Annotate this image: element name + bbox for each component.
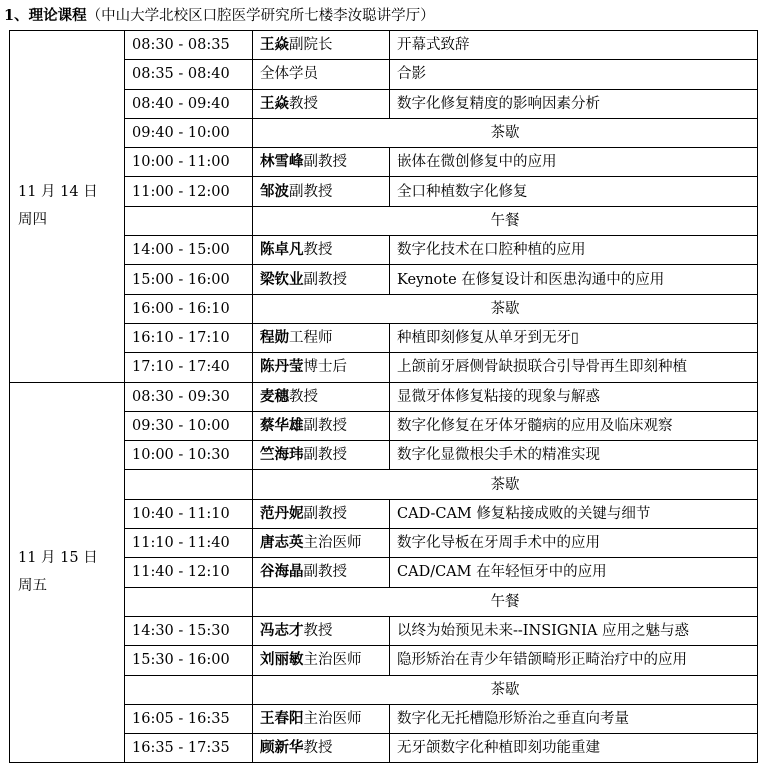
break-cell: 午餐 [253,206,758,235]
speaker-name: 梁钦业 [260,270,304,288]
speaker-name: 程勋 [260,329,289,347]
speaker-title: 教授 [289,388,318,405]
speaker-cell [253,60,390,89]
day-date: 11 月 15 日 [18,550,98,567]
day-cell [10,31,125,383]
time-cell [125,675,253,704]
speaker-name: 范丹妮 [260,504,304,522]
topic-cell: 合影 [390,60,758,89]
speaker-cell [253,734,390,763]
time-cell: 11:00 - 12:00 [125,177,253,206]
topic-cell: 数字化导板在牙周手术中的应用 [390,529,758,558]
topic-cell: 种植即刻修复从单牙到无牙▯ [390,323,758,352]
speaker-cell [253,704,390,733]
speaker-title: 副教授 [303,447,347,464]
speaker-cell [253,177,390,206]
speaker-name: 竺海玮 [260,446,304,464]
time-cell: 10:00 - 11:00 [125,148,253,177]
time-cell: 08:35 - 08:40 [125,60,253,89]
heading-title: 理论课程 [28,7,87,24]
time-cell: 10:00 - 10:30 [125,441,253,470]
speaker-title: 教授 [289,95,318,112]
speaker-cell [253,323,390,352]
speaker-title: 副教授 [303,564,347,581]
speaker-title: 教授 [303,740,333,757]
time-cell: 14:00 - 15:00 [125,236,253,265]
break-cell: 午餐 [253,587,758,616]
time-cell: 08:40 - 09:40 [125,89,253,118]
speaker-name: 陈丹莹 [260,358,304,376]
speaker-name: 陈卓凡 [260,241,304,259]
speaker-title: 副教授 [303,418,347,434]
schedule-body [10,31,758,763]
speaker-title: 全体学员 [260,66,318,83]
time-cell [125,470,253,499]
speaker-cell [253,558,390,587]
speaker-name: 冯志才 [260,622,304,640]
time-cell: 09:40 - 10:00 [125,118,253,147]
time-cell: 17:10 - 17:40 [125,353,253,382]
time-cell: 16:05 - 16:35 [125,704,253,733]
speaker-name: 刘丽敏 [260,651,304,669]
speaker-name: 林雪峰 [260,153,304,171]
section-heading [4,3,435,29]
speaker-cell [253,646,390,675]
time-cell: 14:30 - 15:30 [125,616,253,645]
topic-cell: CAD-CAM 修复粘接成败的关键与细节 [390,499,758,528]
schedule-row [10,382,758,411]
speaker-cell [253,353,390,382]
topic-cell: 以终为始预见未来--INSIGNIA 应用之魅与惑 [390,616,758,645]
topic-cell: 显微牙体修复粘接的现象与解惑 [390,382,758,411]
topic-cell: 隐形矫治在青少年错颌畸形正畸治疗中的应用 [390,646,758,675]
speaker-title: 主治医师 [303,535,362,552]
time-cell: 08:30 - 08:35 [125,31,253,60]
heading-location: （中山大学北校区口腔医学研究所七楼李汝聪讲学厅） [86,8,435,24]
speaker-name: 麦穗 [260,387,289,405]
speaker-cell [253,265,390,294]
day-date: 11 月 14 日 [18,184,98,201]
speaker-title: 工程师 [289,330,333,347]
speaker-cell [253,499,390,528]
topic-cell: 上颌前牙唇侧骨缺损联合引导骨再生即刻种植 [390,353,758,382]
time-cell: 16:00 - 16:10 [125,294,253,323]
topic-cell: 无牙颌数字化种植即刻功能重建 [390,734,758,763]
time-cell: 15:00 - 16:00 [125,265,253,294]
topic-cell: 数字化显微根尖手术的精准实现 [390,441,758,470]
time-cell: 16:10 - 17:10 [125,323,253,352]
time-cell: 10:40 - 11:10 [125,499,253,528]
speaker-title: 主治医师 [303,652,362,669]
speaker-cell [253,31,390,60]
speaker-title: 副教授 [303,154,347,171]
speaker-title: 教授 [303,623,333,640]
speaker-title: 副教授 [303,271,347,288]
speaker-cell [253,411,390,440]
time-cell: 11:40 - 12:10 [125,558,253,587]
day-weekday: 周四 [18,212,47,229]
speaker-cell [253,148,390,177]
speaker-name: 邹波 [260,182,289,200]
topic-cell: 数字化修复在牙体牙髓病的应用及临床观察 [390,411,758,440]
time-cell: 16:35 - 17:35 [125,734,253,763]
topic-cell: 数字化修复精度的影响因素分析 [390,89,758,118]
speaker-title: 副院长 [289,37,333,54]
speaker-name: 谷海晶 [260,563,304,581]
speaker-title: 教授 [303,242,333,259]
time-cell: 15:30 - 16:00 [125,646,253,675]
speaker-name: 蔡华雄 [260,417,304,434]
topic-cell: 数字化无托槽隐形矫治之垂直向考量 [390,704,758,733]
speaker-name: 王焱 [260,36,289,54]
topic-cell: 嵌体在微创修复中的应用 [390,148,758,177]
day-cell [10,382,125,763]
topic-cell: Keynote 在修复设计和医患沟通中的应用 [390,265,758,294]
time-cell: 08:30 - 09:30 [125,382,253,411]
schedule-table [9,30,758,763]
speaker-name: 王春阳 [260,709,304,727]
break-cell: 茶歇 [253,294,758,323]
break-cell: 茶歇 [253,675,758,704]
speaker-name: 唐志英 [260,534,304,552]
speaker-name: 王焱 [260,94,289,112]
topic-cell: CAD/CAM 在年轻恒牙中的应用 [390,558,758,587]
speaker-cell [253,441,390,470]
topic-cell: 开幕式致辞 [390,31,758,60]
speaker-cell [253,89,390,118]
topic-cell: 全口种植数字化修复 [390,177,758,206]
time-cell [125,587,253,616]
time-cell: 11:10 - 11:40 [125,529,253,558]
speaker-title: 副教授 [303,505,347,522]
break-cell: 茶歇 [253,470,758,499]
speaker-cell [253,616,390,645]
time-cell [125,206,253,235]
heading-number: 1、 [4,7,29,24]
speaker-title: 主治医师 [303,710,362,727]
speaker-title: 副教授 [289,183,333,200]
day-weekday: 周五 [18,578,47,595]
speaker-title: 博士后 [303,359,347,376]
speaker-cell [253,529,390,558]
topic-cell: 数字化技术在口腔种植的应用 [390,236,758,265]
speaker-cell [253,236,390,265]
speaker-cell [253,382,390,411]
schedule-row [10,31,758,60]
break-cell: 茶歇 [253,118,758,147]
time-cell: 09:30 - 10:00 [125,411,253,440]
speaker-name: 顾新华 [260,739,304,757]
